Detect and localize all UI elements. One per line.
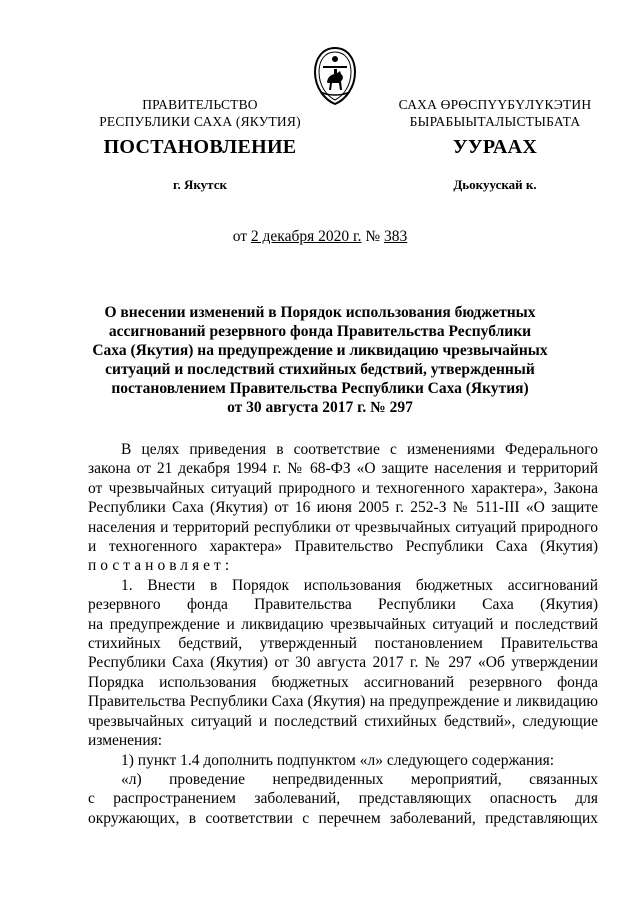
body-line: «л) проведение непредвиденных мероприятий, связанных xyxy=(121,770,598,788)
title-line: от 30 августа 2017 г. № 297 xyxy=(227,399,413,416)
org-name-left xyxy=(80,96,320,130)
body-line: от чрезвычайных ситуаций природного и техногенного характера», Закона xyxy=(88,479,598,497)
body-line: стихийных бедствий, утвержденный постановлением Правительства xyxy=(88,635,598,653)
body-line: с распространением заболеваний, представляющих опасность для xyxy=(88,790,598,808)
body-line: закона от 21 декабря 1994 г. № 68-ФЗ «О защите населения и территорий xyxy=(88,460,598,478)
org-name-right-line1: САХА ӨРӨСПҮҮБҮЛҮКЭТИН xyxy=(398,97,592,112)
document-body xyxy=(88,440,598,828)
dateline-prefix: от xyxy=(232,228,251,245)
title-line: О внесении изменений в Порядок использования бюджетных xyxy=(104,304,536,321)
body-line-resolves: постановляет: xyxy=(88,557,234,575)
title-line: Саха (Якутия) на предупреждение и ликвидацию чрезвычайных xyxy=(92,342,548,359)
title-line: ассигнований резервного фонда Правительства Республики xyxy=(108,323,532,340)
city-left: г. Якутск xyxy=(173,177,227,192)
title-line: постановлением Правительства Республики Саха (Якутия) xyxy=(111,380,529,397)
org-name-right-line2: БЫРАБЫЫТАЛЫСТЫБАТА xyxy=(409,114,581,129)
body-line: изменения: xyxy=(88,732,163,750)
org-name-left-line1: ПРАВИТЕЛЬСТВО xyxy=(142,97,258,112)
document-title xyxy=(60,303,580,417)
org-name-right xyxy=(385,96,605,130)
doc-type-left: ПОСТАНОВЛЕНИЕ xyxy=(103,136,297,158)
dateline xyxy=(0,228,640,246)
body-line: 1) пункт 1.4 дополнить подпунктом «л» следующего содержания: xyxy=(121,751,555,769)
document-date: 2 декабря 2020 г. xyxy=(250,228,362,245)
body-line: Порядка использования бюджетных ассигнований резервного фонда xyxy=(88,673,598,691)
body-line: Правительства Республики Саха (Якутия) на предупреждение и ликвидацию xyxy=(88,693,598,711)
body-line: Республики Саха (Якутия) от 30 августа 2017 г. № 297 «Об утверждении xyxy=(88,654,598,672)
body-line: на предупреждение и ликвидацию чрезвычайных ситуаций и последствий xyxy=(88,615,598,633)
city-right: Дьокуускай к. xyxy=(453,177,537,192)
body-line: и техногенного характера» Правительство Республики Саха (Якутия) xyxy=(88,538,598,556)
number-sign: № xyxy=(361,228,385,245)
body-line: окружающих, в соответствии с перечнем заболеваний, представляющих xyxy=(88,809,598,827)
title-line: ситуаций и последствий стихийных бедствий, утвержденный xyxy=(105,361,535,378)
doc-type-right: УУРААХ xyxy=(452,136,538,158)
document-number: 383 xyxy=(384,228,408,245)
body-line: населения и территорий республики от чрезвычайных ситуаций природного xyxy=(88,518,598,536)
body-line: резервного фонда Правительства Республики Саха (Якутия) xyxy=(88,596,598,614)
org-name-left-line2: РЕСПУБЛИКИ САХА (ЯКУТИЯ) xyxy=(99,114,301,129)
body-line: В целях приведения в соответствие с изменениями Федерального xyxy=(121,441,598,458)
body-line: Республики Саха (Якутия) от 16 июня 2005 г. 252-З № 511-III «О защите xyxy=(88,499,598,517)
body-line: чрезвычайных ситуаций и последствий стихийных бедствий», следующие xyxy=(88,712,598,730)
body-line: 1. Внести в Порядок использования бюджетных ассигнований xyxy=(121,576,598,594)
republic-emblem-icon xyxy=(313,46,357,106)
